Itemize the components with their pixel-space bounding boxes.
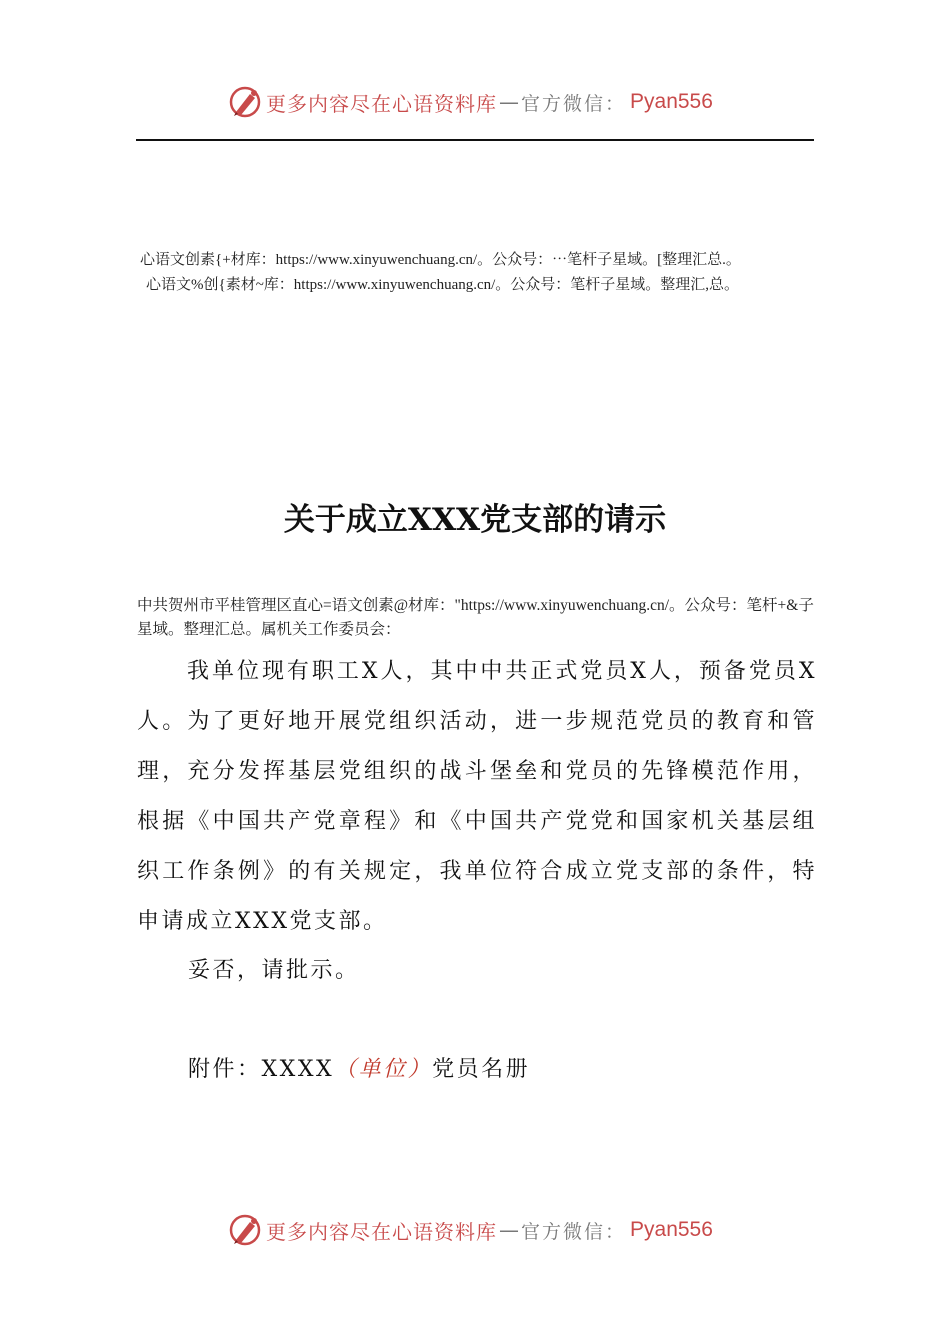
brand-wechat-id: Pyan556 bbox=[630, 1218, 713, 1241]
brand-text: 更多内容尽在心语资料库 bbox=[266, 1219, 497, 1244]
body-paragraph: 我单位现有职工X人，其中中共正式党员X人，预备党员X人。为了更好地开展党组织活动，进一步规范党员的教育和管理，充分发挥基层党组织的战斗堡垒和党员的先锋模范作用，根据《中国共产党章程》和《中国共产党党和国家机关基层组织工作条例》的有关规定，我单位符合成立党支部的条件，特申请成立XXX党支部。 bbox=[137, 659, 817, 934]
document-title: 关于成立XXX党支部的请示 bbox=[283, 502, 667, 538]
watermark-line-1: 心语文创素{+材库：https://www.xinyuwenchuang.cn/。公众号：⋯笔杆子星域。[整理汇总.。 bbox=[140, 252, 741, 268]
attachment-line bbox=[188, 1045, 530, 1095]
closing-line: 妥否，请批示。 bbox=[188, 958, 360, 983]
pen-logo-icon bbox=[228, 85, 262, 119]
brand-dash: — bbox=[499, 1218, 519, 1242]
addressee: 中共贺州市平桂管理区直心=语文创素@材库："https://www.xinyuwenchuang.cn/。公众号：笔杆+&子星域。整理汇总。属机关工作委员会： bbox=[137, 597, 814, 638]
watermark-line-2: 心语文%创{素材~库：https://www.xinyuwenchuang.cn/。公众号：笔杆子星域。整理汇,总。 bbox=[146, 277, 740, 293]
pen-logo-icon bbox=[228, 1213, 262, 1247]
brand-channel: 官方微信： bbox=[521, 92, 627, 115]
brand-text: 更多内容尽在心语资料库 bbox=[266, 91, 497, 116]
brand-footer bbox=[228, 1210, 713, 1250]
attachment-prefix: 附件：XXXX bbox=[188, 1057, 335, 1082]
brand-wechat-id: Pyan556 bbox=[630, 90, 713, 113]
brand-channel: 官方微信： bbox=[521, 1220, 627, 1243]
header-divider bbox=[136, 139, 814, 141]
attachment-unit: （单位） bbox=[334, 1057, 433, 1082]
brand-header bbox=[228, 82, 713, 122]
brand-dash: — bbox=[499, 90, 519, 114]
attachment-suffix: 党员名册 bbox=[432, 1057, 531, 1082]
